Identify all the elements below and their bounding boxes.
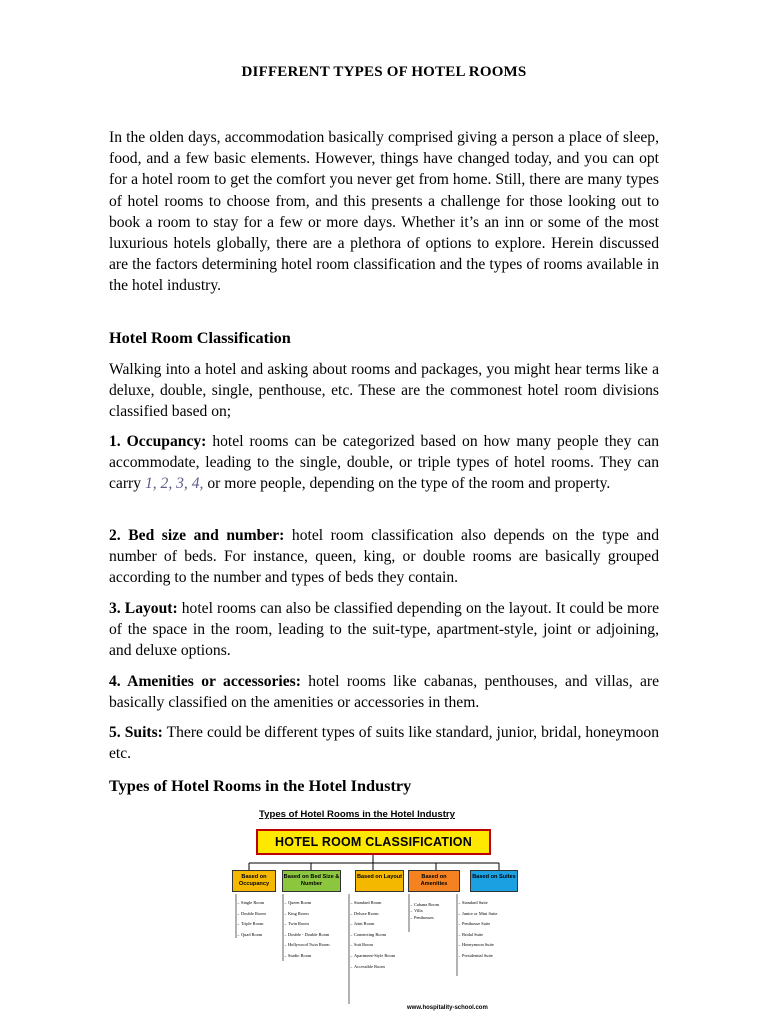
diagram-source: www.hospitality-school.com (407, 1005, 488, 1011)
list-item: → Double Room (236, 909, 266, 920)
section-heading-classification: Hotel Room Classification (109, 328, 291, 347)
list-item: → Quad Room (236, 930, 266, 941)
item-label: 2. Bed size and number: (109, 527, 285, 544)
diagram-main-box: HOTEL ROOM CLASSIFICATION (256, 829, 491, 855)
list-item: → Standard Suite (457, 898, 498, 909)
item-suits (109, 722, 659, 764)
item-text: hotel rooms like cabanas, penthouses, and villas, are basically classified on the amenities or accessories in them. (109, 673, 659, 712)
suites-list (457, 898, 498, 962)
item-numbers: 1, 2, 3, 4, (144, 475, 204, 493)
list-item: → Apartment-Style Room (349, 951, 395, 962)
bed-size-list (283, 898, 330, 962)
list-item: → Honeymoon Suite (457, 940, 498, 951)
list-item: → Suit Room (349, 940, 395, 951)
list-item: → Accessible Room (349, 962, 395, 973)
list-item: → Hollywood Twin Room (283, 940, 330, 951)
item-label: 3. Layout: (109, 600, 178, 617)
item-label: 4. Amenities or accessories: (109, 673, 301, 690)
list-item: → Junior or Mini Suite (457, 909, 498, 920)
category-layout: Based on Layout (355, 870, 404, 892)
item-amenities (109, 671, 659, 713)
list-item: → Joint Room (349, 919, 395, 930)
item-text: hotel rooms can also be classified depending on the layout. It could be more of the space in the room, leading to the suit-type, apartment-style, joint or adjoining, and deluxe options. (109, 600, 659, 660)
list-item: → Twin Room (283, 919, 330, 930)
list-item: → Standard Room (349, 898, 395, 909)
list-item: → Penthouses (409, 915, 439, 921)
document-title: DIFFERENT TYPES OF HOTEL ROOMS (241, 64, 527, 80)
list-item: → Studio Room (283, 951, 330, 962)
list-item: → Villa (409, 908, 439, 914)
list-item: → Deluxe Room (349, 909, 395, 920)
intro-paragraph: In the olden days, accommodation basically comprised giving a person a place of sleep, food, and a few basic elements. However, things have changed today, and you can opt for a hotel room to get the comfort you never get from home. Still, there are many types of hotel rooms to choose from, and this presents a challenge for those looking out to book a room to stay for a few or more days. Whether it’s an inn or some of the most luxurious hotels globally, there are a plethora of options to explore. Herein discussed are the factors determining hotel room classification and the types of rooms available in the hotel industry. (109, 129, 659, 295)
item-label: 5. Suits: (109, 724, 163, 741)
list-item: → Double - Double Room (283, 930, 330, 941)
list-item: → Triple Room (236, 919, 266, 930)
category-bed-size: Based on Bed Size & Number (282, 870, 341, 892)
item-layout (109, 598, 659, 662)
layout-list (349, 898, 395, 972)
classification-diagram (231, 806, 517, 1016)
section-heading-types: Types of Hotel Rooms in the Hotel Industry (109, 776, 412, 795)
item-text: or more people, depending on the type of the room and property. (203, 475, 611, 493)
classification-intro: Walking into a hotel and asking about rooms and packages, you might hear terms like a deluxe, double, single, penthouse, etc. These are the commonest hotel room divisions classified based on; (109, 361, 659, 421)
list-item: → Bridal Suite (457, 930, 498, 941)
item-text: hotel rooms can be categorized based on how many people they can accommodate, leading to the single, double, or triple types of hotel rooms. They can carry (109, 433, 660, 493)
diagram-title: Types of Hotel Rooms in the Hotel Industry (259, 809, 455, 820)
amenities-list (409, 902, 439, 921)
category-occupancy: Based on Occupancy (232, 870, 276, 892)
item-occupancy (109, 431, 659, 495)
item-label: 1. Occupancy: (109, 433, 207, 450)
list-item: → Presidential Suite (457, 951, 498, 962)
list-item: → Connecting Room (349, 930, 395, 941)
list-item: → Single Room (236, 898, 266, 909)
item-text: hotel room classification also depends on the type and number of beds. For instance, queen, king, or double rooms are basically grouped according to the number and types of beds they contain. (109, 527, 659, 587)
category-amenities: Based on Amenities (408, 870, 460, 892)
item-bed-size (109, 525, 659, 589)
list-item: → Cabana Room (409, 902, 439, 908)
list-item: → Queen Room (283, 898, 330, 909)
occupancy-list (236, 898, 266, 940)
list-item: → King Room (283, 909, 330, 920)
category-suites: Based on Suites (470, 870, 518, 892)
item-text: There could be different types of suits like standard, junior, bridal, honeymoon etc. (109, 724, 659, 763)
list-item: → Penthouse Suite (457, 919, 498, 930)
